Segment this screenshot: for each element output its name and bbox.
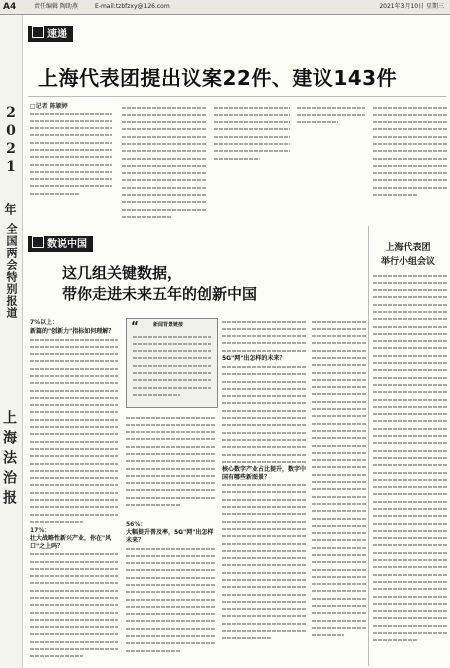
section-tag-express: [28, 26, 73, 42]
section-square-icon: [32, 236, 44, 248]
article2-col3: [222, 318, 306, 658]
subhead-2: 壮大战略性新兴产业，你在"风口"之上吗？: [30, 534, 112, 550]
headline-2-line1: 这几组关键数据，: [62, 264, 183, 282]
article1-col2: [122, 104, 206, 224]
article2-col2a: [126, 414, 216, 514]
sidebox-body: [373, 272, 447, 662]
sidebox-title-line1: 上海代表团: [385, 243, 431, 253]
section-tag-china-numbers: [28, 236, 93, 252]
section-tag-label: 数说中国: [47, 239, 87, 250]
article2-col2b: [126, 520, 216, 660]
page-number: A4: [3, 2, 17, 12]
subhead-1: 新篇的"创新力"指标如何理解？: [30, 328, 115, 335]
subhead-5: 核心数字产业占比提升，数字中国有哪些新图景？: [222, 465, 306, 481]
sidebar-event-title: 全国两会特别报道: [5, 223, 18, 319]
vertical-sidebar: [0, 15, 23, 668]
headline-2-line2: 带你走进未来五年的创新中国: [62, 285, 258, 303]
section-square-icon: [32, 26, 44, 38]
editor-credit: 责任编辑 陶助燕: [34, 3, 78, 10]
sidebar-newspaper-logo: 上海法治报: [1, 410, 17, 510]
sidebox-divider: [368, 226, 369, 666]
article2-col1: [30, 318, 118, 658]
subhead-4: 5G"网"出怎样的未来？: [222, 355, 286, 363]
editor-email: E-mail:tzbfzxy@126.com: [95, 3, 170, 10]
article1-col4: [297, 104, 365, 124]
headline-1: 上海代表团提出议案22件、建议143件: [38, 66, 398, 90]
article1-col1: [30, 110, 112, 202]
article2-col4: [312, 318, 366, 658]
sidebar-year-suffix: 年: [3, 203, 17, 215]
article1-col5: [373, 104, 447, 204]
news-background-box: [126, 318, 218, 408]
issue-date: 2021年3月10日 星期三: [379, 3, 444, 10]
sidebar-year: 2021: [3, 105, 19, 177]
stat-percent-1: 7%以上：: [30, 319, 59, 326]
quote-mark-icon: “: [131, 319, 139, 333]
page-header-bar: [0, 0, 450, 15]
byline-1: □记者 陈颖婷: [30, 103, 68, 110]
subhead-3: 大幅提升普及率，5G"网"出怎样未来？: [126, 529, 214, 544]
callout-label: 新闻背景链接: [153, 322, 184, 328]
stat-percent-2: 17%：: [30, 526, 51, 534]
article1-col3: [214, 104, 290, 164]
section-tag-label: 速递: [47, 29, 67, 40]
headline-rule: [28, 96, 446, 97]
sidebox-title-line2: 举行小组会议: [380, 257, 435, 267]
stat-percent-3: 56%：: [126, 521, 147, 528]
